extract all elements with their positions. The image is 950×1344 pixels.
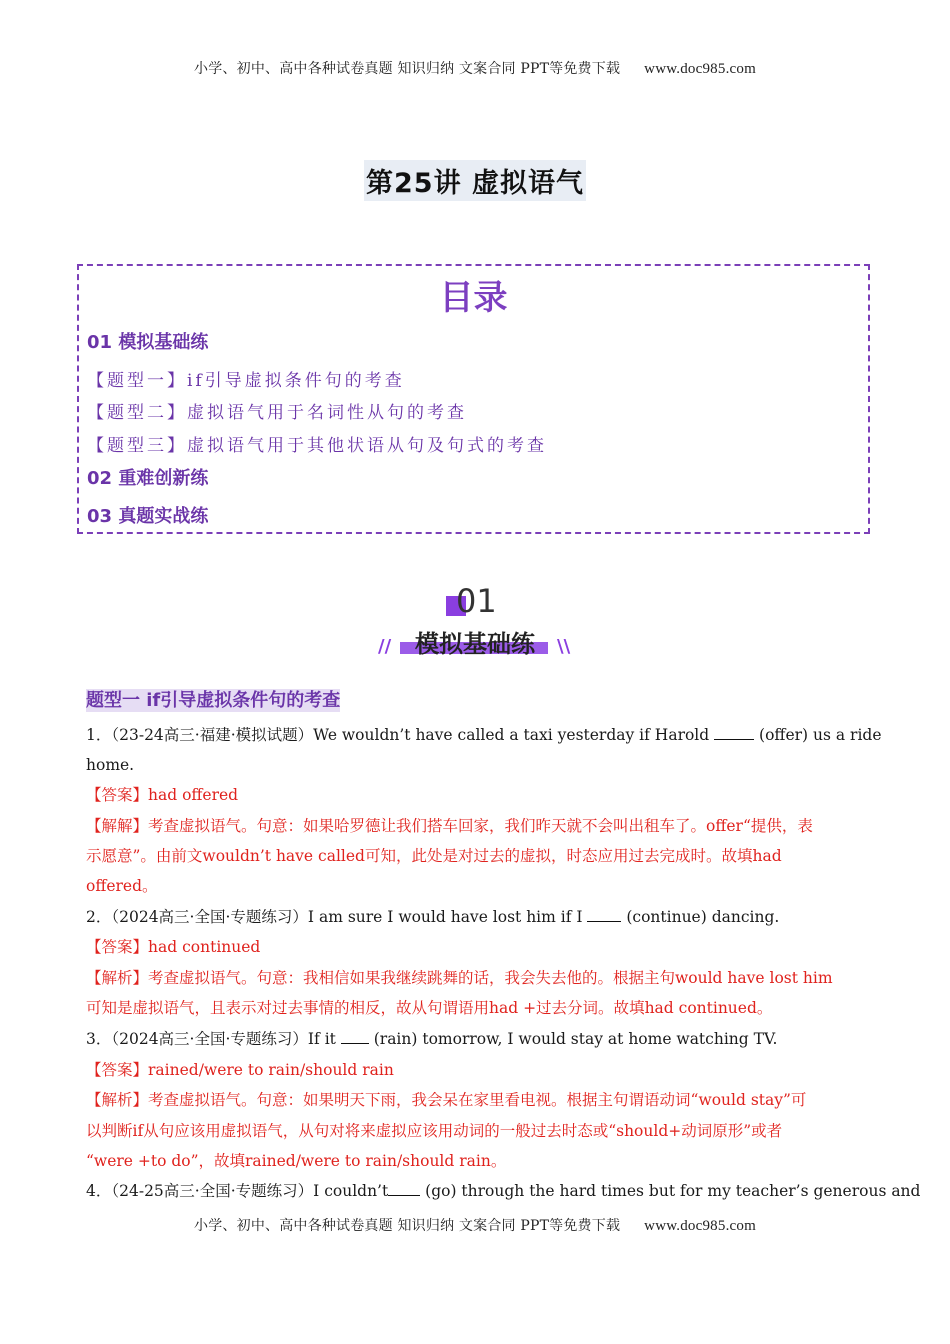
explanation-2-line1 xyxy=(86,968,876,988)
toc-item-3[interactable]: 【题型三】虚拟语气用于其他状语从句及句式的考查 xyxy=(87,436,547,456)
answer-value: had continued xyxy=(148,938,261,956)
explanation-3-line1 xyxy=(86,1090,876,1110)
question-3-text-end: (rain) tomorrow, I would stay at home watching TV. xyxy=(368,1030,778,1048)
question-1-text-end: (offer) us a ride xyxy=(754,726,882,744)
section-badge xyxy=(372,580,578,660)
answer-blank xyxy=(388,1181,420,1196)
question-2-text: 2．（2024高三·全国·专题练习）I am sure I would have lost him if I xyxy=(86,908,588,926)
section-title-text: 题型一 if引导虚拟条件句的考查 xyxy=(86,690,341,711)
toc-heading: 目录 xyxy=(439,278,508,318)
question-3 xyxy=(86,1029,876,1049)
section-title xyxy=(86,686,340,712)
toc-item-1[interactable]: 【题型一】if引导虚拟条件句的考查 xyxy=(87,371,405,391)
answer-value: rained/were to rain/should rain xyxy=(148,1061,394,1079)
answer-label: 【答案】 xyxy=(86,786,149,804)
answer-value: had offered xyxy=(148,786,239,804)
answer-label: 【答案】 xyxy=(86,1061,149,1079)
toc-section-3[interactable]: 03 真题实战练 xyxy=(87,506,209,527)
answer-blank xyxy=(587,907,621,922)
toc-section-1[interactable]: 01 模拟基础练 xyxy=(87,332,209,353)
answer-3 xyxy=(86,1060,876,1080)
explanation-label: 【解析】 xyxy=(86,1091,149,1109)
answer-label: 【答案】 xyxy=(86,938,149,956)
page-footer xyxy=(0,1215,950,1235)
answer-blank xyxy=(714,725,754,740)
question-4 xyxy=(86,1181,921,1201)
page-title: 第25讲 虚拟语气 xyxy=(364,160,586,201)
footer-url[interactable]: www.doc985.com xyxy=(644,1218,756,1234)
explanation-3-line3: “were +to do”，故填rained/were to rain/should rain。 xyxy=(86,1152,507,1170)
header-text: 小学、初中、高中各种试卷真题 知识归纳 文案合同 PPT等免费下载 xyxy=(194,61,621,77)
explanation-text: 考查虚拟语气。句意：我相信如果我继续跳舞的话，我会失去他的。根据主句would have lost him xyxy=(148,969,833,987)
page-header xyxy=(0,58,950,78)
question-1 xyxy=(86,725,882,745)
badge-label: 模拟基础练 xyxy=(415,630,535,658)
question-2 xyxy=(86,907,876,927)
answer-1 xyxy=(86,785,876,805)
question-2-text-end: (continue) dancing. xyxy=(621,908,780,926)
question-4-text-end: (go) through the hard times but for my teacher’s generous and xyxy=(420,1182,921,1200)
badge-number: 01 xyxy=(456,582,497,620)
question-1-text: 1．（23-24高三·福建·模拟试题）We wouldn’t have called a taxi yesterday if Harold xyxy=(86,726,715,744)
answer-blank xyxy=(341,1029,369,1044)
badge-slash-left: // xyxy=(378,636,392,657)
badge-slash-right: \\ xyxy=(557,636,571,657)
question-4-text: 4．（24-25高三·全国·专题练习）I couldn’t xyxy=(86,1182,389,1200)
toc-section-2[interactable]: 02 重难创新练 xyxy=(87,468,209,489)
footer-text: 小学、初中、高中各种试卷真题 知识归纳 文案合同 PPT等免费下载 xyxy=(194,1218,621,1234)
answer-2 xyxy=(86,937,876,957)
explanation-1-line2: 示愿意”。由前文wouldn’t have called可知，此处是对过去的虚拟，时态应用过去完成时。故填had xyxy=(86,847,782,865)
question-1-line2: home. xyxy=(86,756,135,774)
toc-item-2[interactable]: 【题型二】虚拟语气用于名词性从句的考查 xyxy=(87,403,467,423)
table-of-contents xyxy=(77,264,870,534)
explanation-label: 【解解】 xyxy=(86,817,149,835)
explanation-2-line2: 可知是虚拟语气，且表示对过去事情的相反，故从句谓语用had +过去分词。故填had continued。 xyxy=(86,999,773,1017)
explanation-label: 【解析】 xyxy=(86,969,149,987)
explanation-3-line2: 以判断if从句应该用虚拟语气，从句对将来虚拟应该用动词的一般过去时态或“should+动词原形”或者 xyxy=(86,1122,783,1140)
explanation-text: 考查虚拟语气。句意：如果哈罗德让我们搭车回家，我们昨天就不会叫出租车了。offer“提供，表 xyxy=(148,817,813,835)
title-wrap xyxy=(0,160,950,201)
question-3-text: 3．（2024高三·全国·专题练习）If it xyxy=(86,1030,341,1048)
explanation-1-line1 xyxy=(86,816,876,836)
explanation-1-line3: offered。 xyxy=(86,877,158,895)
header-url[interactable]: www.doc985.com xyxy=(644,61,756,77)
explanation-text: 考查虚拟语气。句意：如果明天下雨，我会呆在家里看电视。根据主句谓语动词“would stay”可 xyxy=(148,1091,807,1109)
